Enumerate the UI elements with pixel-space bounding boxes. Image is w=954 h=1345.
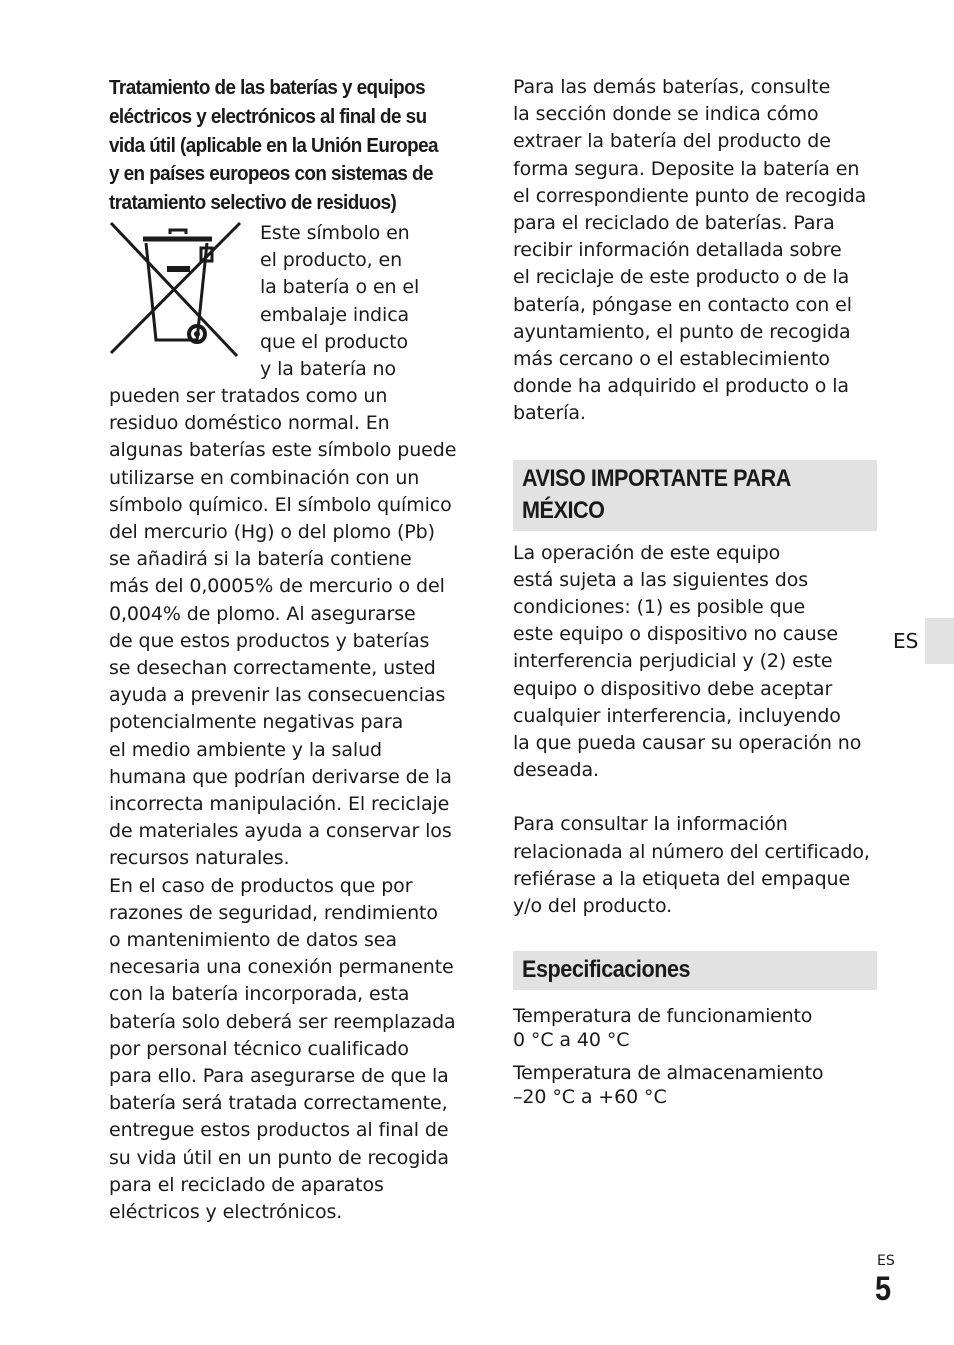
text-line: incorrecta manipulación. El reciclaje [109,793,450,816]
text-line: el correspondiente punto de recogida [513,184,867,207]
aviso-section-heading [513,460,877,531]
text-line: batería solo deberá ser reemplazada [109,1010,456,1033]
text-line: más cercano o el establecimiento [513,348,830,371]
text-line: para el reciclado de aparatos [109,1173,384,1196]
text-line: recibir información detallada sobre [513,239,842,262]
text-line: batería, póngase en contacto con el [513,293,852,316]
certificate-paragraph [513,811,877,920]
text-line: residuo doméstico normal. En [109,412,390,435]
text-line: está sujeta a las siguientes dos [513,568,809,591]
text-line: ayuntamiento, el punto de recogida [513,320,851,343]
text-line: el producto, en [260,249,403,272]
text-line: la que pueda causar su operación no [513,732,862,755]
text-line: refiérase a la etiqueta del empaque [513,867,851,890]
text-line: forma segura. Deposite la batería en [513,157,860,180]
text-line: equipo o dispositivo debe aceptar [513,677,833,700]
text-line: necesaria una conexión permanente [109,956,454,979]
text-line: del mercurio (Hg) o del plomo (Pb) [109,521,435,543]
aviso-paragraph [513,540,877,785]
text-line: pueden ser tratados como un [109,384,388,407]
text-line: interferencia perjudicial y (2) este [513,650,833,673]
heading-line: y en países europeos con sistemas de [109,162,433,186]
text-line: se añadirá si la batería contiene [109,548,412,571]
spec-label: Temperatura de almacenamiento [513,1062,824,1085]
language-side-tab [893,618,954,664]
disposal-body-text [109,383,469,1226]
text-line: extraer la batería del producto de [513,130,831,153]
text-line: por personal técnico cualificado [109,1037,409,1060]
text-line: su vida útil en un punto de recogida [109,1146,449,1169]
heading-line: AVISO IMPORTANTE PARA [522,464,791,492]
language-tab-label: ES [893,629,919,653]
battery-disposal-heading [109,74,470,218]
right-column [513,74,877,1109]
text-line: embalaje indica [260,303,410,326]
text-line: batería será tratada correctamente, [109,1092,448,1115]
text-line: o mantenimiento de datos sea [109,929,397,952]
text-line: Para consultar la información [513,813,788,836]
left-column [109,74,469,1226]
crossed-out-wheelie-bin-icon [109,220,242,360]
spec-storage-temp [513,1061,877,1109]
text-line: de que estos productos y baterías [109,629,430,652]
spec-value: –20 °C a +60 °C [513,1086,667,1109]
text-line: más del 0,0005% de mercurio o del [109,575,445,598]
heading-line: tratamiento selectivo de residuos) [109,191,397,215]
text-line: humana que podrían derivarse de la [109,765,452,788]
text-line: se desechan correctamente, usted [109,657,436,680]
other-batteries-text [513,74,877,428]
heading-line: Especificaciones [522,956,691,984]
text-line: La operación de este equipo [513,541,781,564]
heading-line: Tratamiento de las baterías y equipos [109,76,426,99]
text-line: cualquier interferencia, incluyendo [513,704,841,727]
heading-line: vida útil (aplicable en la Unión Europea [109,133,439,157]
text-line: con la batería incorporada, esta [109,983,410,1006]
text-line: donde ha adquirido el producto o la [513,375,849,398]
text-line: y/o del producto. [513,895,673,918]
text-line: deseada. [513,759,599,782]
page-number: 5 [875,1270,892,1308]
spec-operating-temp [513,1004,877,1052]
text-line: En el caso de productos que por [109,874,413,897]
text-line: y la batería no [260,358,397,380]
text-line: Este símbolo en [260,221,410,244]
text-line: la sección donde se indica cómo [513,103,819,126]
text-line: utilizarse en combinación con un [109,466,420,489]
text-line: símbolo químico. El símbolo químico [109,493,452,516]
footer-language: ES [877,1253,895,1269]
text-line: razones de seguridad, rendimiento [109,901,438,924]
heading-line: MÉXICO [522,496,605,524]
symbol-description [260,220,419,383]
heading-line: eléctricos y electrónicos al final de su [109,104,427,128]
specs-section-heading [513,951,877,990]
text-line: eléctricos y electrónicos. [109,1201,343,1224]
language-tab-bar [925,618,954,664]
text-line: para el reciclado de baterías. Para [513,212,835,235]
text-line: potencialmente negativas para [109,711,404,734]
text-line: de materiales ayuda a conservar los [109,820,452,843]
text-line: batería. [513,402,586,425]
text-line: 0,004% de plomo. Al asegurarse [109,602,416,625]
text-line: relacionada al número del certificado, [513,840,870,863]
symbol-paragraph [109,220,469,383]
text-line: Para las demás baterías, consulte [513,76,831,98]
text-line: el reciclaje de este producto o de la [513,266,850,289]
text-line: recursos naturales. [109,847,290,870]
text-line: ayuda a prevenir las consecuencias [109,684,446,707]
text-line: este equipo o dispositivo no cause [513,623,838,646]
text-line: condiciones: (1) es posible que [513,596,806,619]
text-line: para ello. Para asegurarse de que la [109,1065,449,1088]
text-line: la batería o en el [260,276,420,299]
text-line: que el producto [260,330,409,353]
spec-label: Temperatura de funcionamiento [513,1005,813,1028]
spec-value: 0 °C a 40 °C [513,1029,630,1052]
text-line: entregue estos productos al final de [109,1119,449,1142]
text-line: algunas baterías este símbolo puede [109,439,457,462]
text-line: el medio ambiente y la salud [109,738,382,761]
